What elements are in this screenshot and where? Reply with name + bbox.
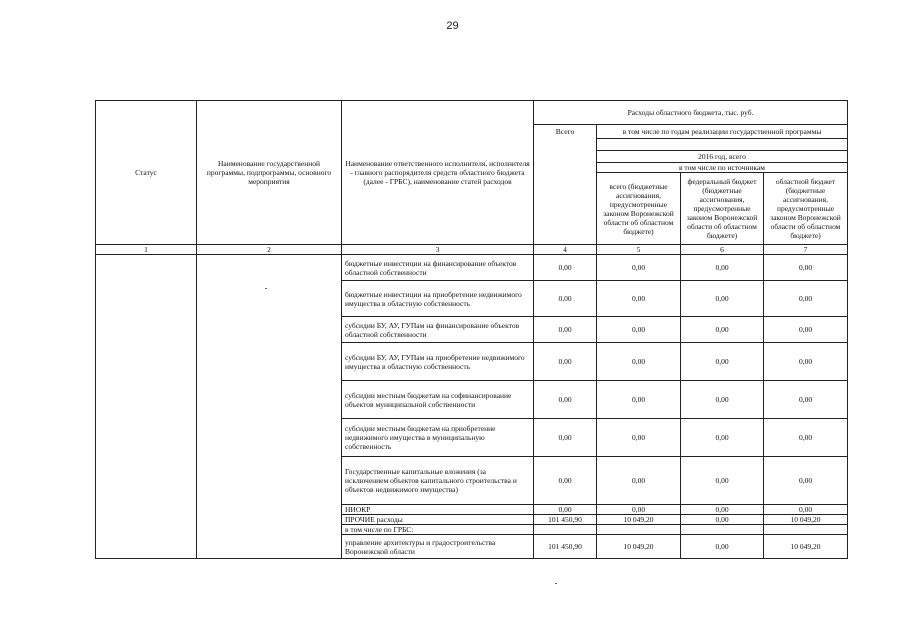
row-value: 0,00 — [681, 535, 764, 559]
row-label: бюджетные инвестиции на приобретение недвижимого имущества в областную собственность — [342, 281, 534, 317]
header-executor: Наименование ответственного исполнителя, исполнителя - главного распорядителя средств областного бюджета (далее - ГРБС), наименование статей расходов — [342, 101, 534, 245]
row-value: 0,00 — [764, 381, 848, 419]
row-value — [764, 525, 848, 535]
status-cell — [96, 255, 197, 559]
row-label: Государственные капитальные вложения (за исключением объектов капитального строительства и объектов недвижимого имущества) — [342, 457, 534, 505]
row-value: 0,00 — [681, 505, 764, 515]
table-row — [96, 255, 848, 281]
row-value: 101 450,90 — [534, 535, 597, 559]
row-value: 0,00 — [597, 317, 681, 343]
header-status: Статус — [96, 101, 197, 245]
row-value: 10 049,20 — [597, 515, 681, 525]
row-value: 0,00 — [597, 343, 681, 381]
header-year: 2016 год, всего — [597, 151, 848, 163]
column-number: 2 — [197, 245, 342, 255]
row-value: 0,00 — [764, 457, 848, 505]
row-label: субсидии местным бюджетам на софинансирование объектов муниципальной собственности — [342, 381, 534, 419]
row-label: субсидии БУ, АУ, ГУПам на финансирование объектов областной собственности — [342, 317, 534, 343]
budget-table — [95, 100, 848, 559]
row-value: 0,00 — [597, 255, 681, 281]
row-value: 0,00 — [597, 457, 681, 505]
column-number: 7 — [764, 245, 848, 255]
header-expenses-title: Расходы областного бюджета, тыс. руб. — [534, 101, 848, 125]
row-label: субсидии местным бюджетам на приобретение недвижимого имущества в муниципальную собственность — [342, 419, 534, 457]
row-value: 0,00 — [681, 343, 764, 381]
row-value: 0,00 — [764, 505, 848, 515]
row-value: 0,00 — [681, 515, 764, 525]
column-number: 6 — [681, 245, 764, 255]
row-value: 0,00 — [681, 419, 764, 457]
page-number: 29 — [446, 20, 459, 32]
row-label: управление архитектуры и градостроительства Воронежской области — [342, 535, 534, 559]
row-value: 0,00 — [534, 419, 597, 457]
row-value: 10 049,20 — [764, 515, 848, 525]
row-value: 0,00 — [534, 381, 597, 419]
row-value: 0,00 — [681, 255, 764, 281]
row-value: 0,00 — [681, 317, 764, 343]
row-value: 0,00 — [681, 281, 764, 317]
row-value: 0,00 — [764, 419, 848, 457]
row-label: в том числе по ГРБС: — [342, 525, 534, 535]
row-value: 0,00 — [534, 505, 597, 515]
row-value: 0,00 — [534, 255, 597, 281]
header-source-3: областной бюджет (бюджетные ассигнования, предусмотренные законом Воронежской области об областном бюджете) — [764, 173, 848, 245]
column-number: 3 — [342, 245, 534, 255]
row-value: 101 450,90 — [534, 515, 597, 525]
column-number: 5 — [597, 245, 681, 255]
row-value: 0,00 — [764, 281, 848, 317]
program-name-cell — [197, 255, 342, 559]
column-number: 4 — [534, 245, 597, 255]
header-source-2: федеральный бюджет (бюджетные ассигнования, предусмотренные законом Воронежской области об областном бюджете) — [681, 173, 764, 245]
header-source-1: всего (бюджетные ассигнования, предусмотренные законом Воронежской области об областном бюджете) — [597, 173, 681, 245]
row-value — [597, 525, 681, 535]
row-value: 0,00 — [534, 317, 597, 343]
row-value: 0,00 — [597, 381, 681, 419]
column-number: 1 — [96, 245, 197, 255]
row-value: 0,00 — [534, 457, 597, 505]
header-row-1 — [96, 101, 848, 125]
header-program-name: Наименование государственной программы, подпрограммы, основного мероприятия — [197, 101, 342, 245]
row-value — [534, 525, 597, 535]
row-label: бюджетные инвестиции на финансирование объектов областной собственности — [342, 255, 534, 281]
row-label: субсидии БУ, АУ, ГУПам на приобретение недвижимого имущества в областную собственность — [342, 343, 534, 381]
row-value: 0,00 — [597, 281, 681, 317]
header-total: Всего — [534, 125, 597, 245]
row-value: 0,00 — [764, 343, 848, 381]
row-value: 0,00 — [764, 255, 848, 281]
row-value: 0,00 — [681, 457, 764, 505]
row-value: 0,00 — [597, 419, 681, 457]
row-value: 0,00 — [764, 317, 848, 343]
row-value: 0,00 — [534, 343, 597, 381]
row-value: 10 049,20 — [764, 535, 848, 559]
header-by-years: в том числе по годам реализации государственной программы — [597, 125, 848, 139]
header-by-sources: в том числе по источникам — [597, 163, 848, 173]
row-value: 0,00 — [681, 381, 764, 419]
row-label: ПРОЧИЕ расходы — [342, 515, 534, 525]
row-label: НИОКР — [342, 505, 534, 515]
row-value: 0,00 — [534, 281, 597, 317]
row-value: 0,00 — [597, 505, 681, 515]
scan-speck — [265, 288, 267, 289]
column-numbers-row — [96, 245, 848, 255]
scan-speck — [555, 583, 557, 584]
row-value — [681, 525, 764, 535]
row-value: 10 049,20 — [597, 535, 681, 559]
